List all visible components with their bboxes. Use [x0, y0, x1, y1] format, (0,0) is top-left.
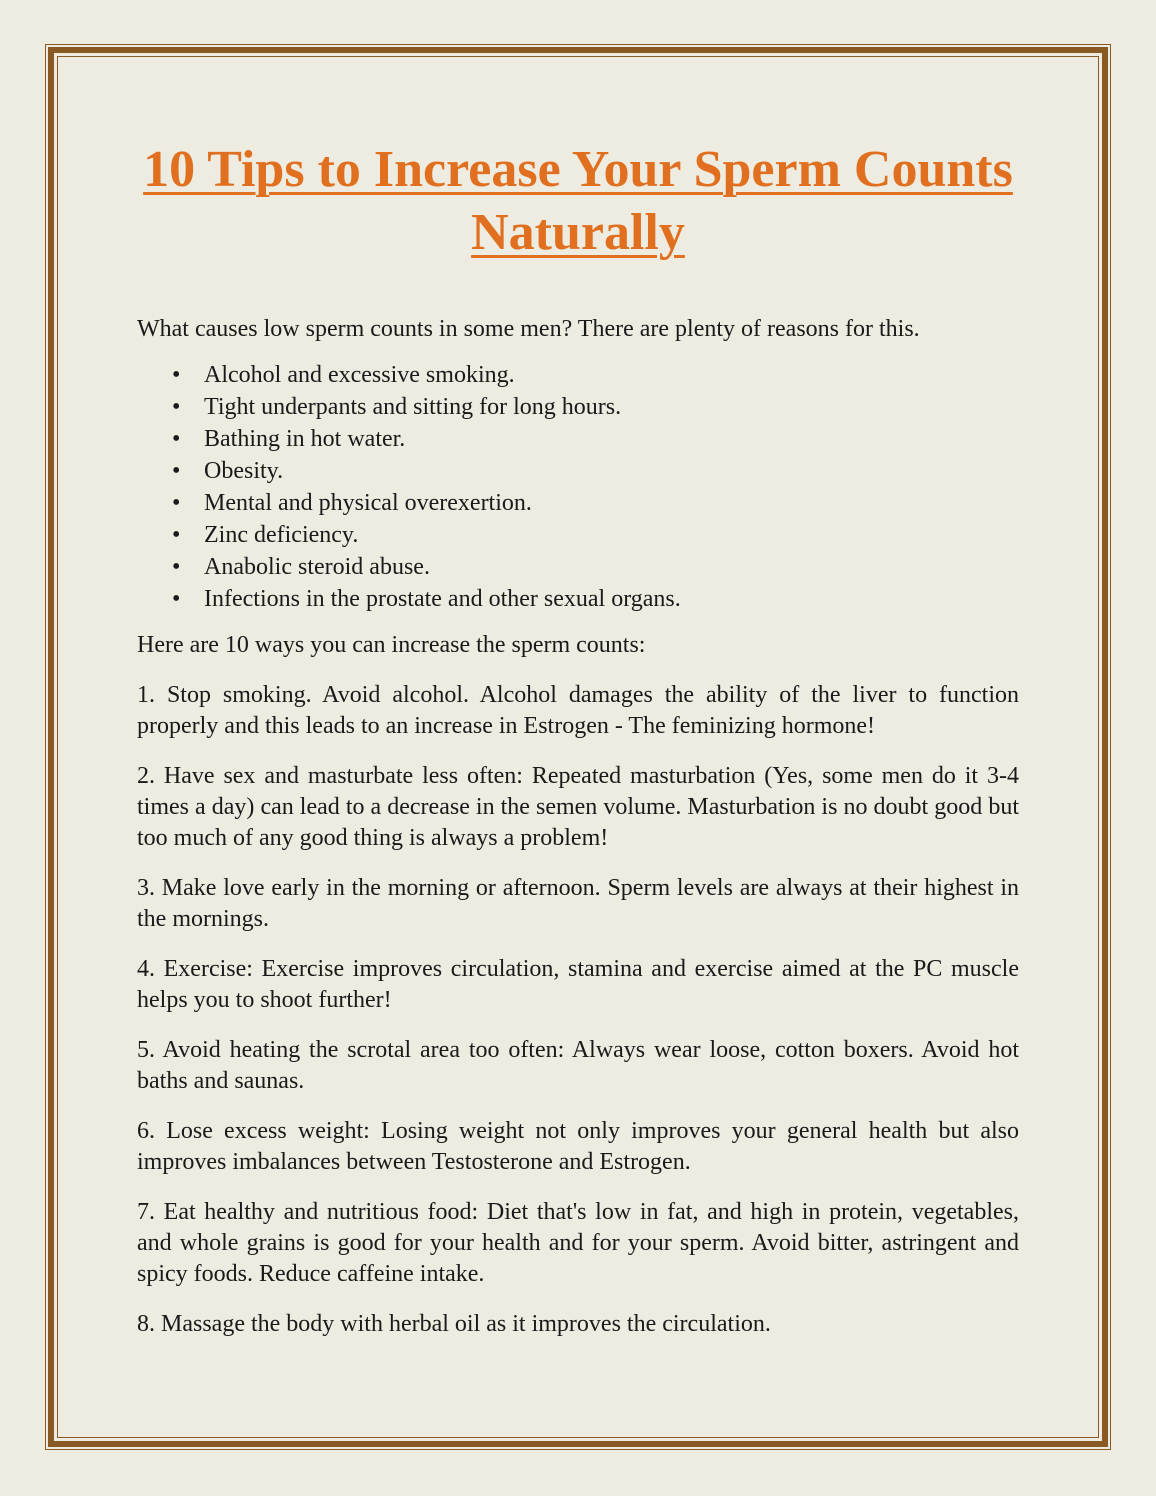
tip-paragraph: 6. Lose excess weight: Losing weight not only improves your general health but also improves imbalances between Testosterone and Estrogen.	[137, 1118, 1019, 1175]
bullet-icon: •	[172, 522, 181, 548]
list-item: • Tight underpants and sitting for long hours.	[137, 391, 1019, 423]
tip-paragraph: 8. Massage the body with herbal oil as it improves the circulation.	[137, 1311, 771, 1337]
list-item: • Infections in the prostate and other sexual organs.	[137, 583, 1019, 615]
list-item: • Zinc deficiency.	[137, 519, 1019, 551]
tip-paragraph: 2. Have sex and masturbate less often: Repeated masturbation (Yes, some men do it 3-4 times a day) can lead to a decrease in the semen volume. Masturbation is no doubt good but too much of any good thing is always a problem!	[137, 763, 1019, 851]
causes-list	[137, 359, 1019, 615]
bullet-icon: •	[172, 586, 181, 612]
list-item: • Alcohol and excessive smoking.	[137, 359, 1019, 391]
tip-paragraph: 1. Stop smoking. Avoid alcohol. Alcohol damages the ability of the liver to function properly and this leads to an increase in Estrogen - The feminizing hormone!	[137, 682, 1019, 739]
tips-lead: Here are 10 ways you can increase the sperm counts:	[137, 632, 646, 658]
list-item: • Bathing in hot water.	[137, 423, 1019, 455]
bullet-icon: •	[172, 394, 181, 420]
list-item: • Mental and physical overexertion.	[137, 487, 1019, 519]
bullet-icon: •	[172, 490, 181, 516]
bullet-icon: •	[172, 362, 181, 388]
list-item: • Anabolic steroid abuse.	[137, 551, 1019, 583]
list-item: • Obesity.	[137, 455, 1019, 487]
intro-paragraph: What causes low sperm counts in some men? There are plenty of reasons for this.	[137, 316, 920, 342]
tip-paragraph: 4. Exercise: Exercise improves circulation, stamina and exercise aimed at the PC muscle helps you to shoot further!	[137, 956, 1019, 1013]
tip-paragraph: 7. Eat healthy and nutritious food: Diet that's low in fat, and high in protein, vegetables, and whole grains is good for your health and for your sperm. Avoid bitter, astringent and spicy foods. Reduce caffeine intake.	[137, 1199, 1019, 1287]
bullet-icon: •	[172, 554, 181, 580]
page-title: 10 Tips to Increase Your Sperm Counts Naturally	[143, 141, 1013, 261]
document-body	[137, 138, 1019, 1340]
tip-paragraph: 5. Avoid heating the scrotal area too often: Always wear loose, cotton boxers. Avoid hot baths and saunas.	[137, 1037, 1019, 1094]
bullet-icon: •	[172, 426, 181, 452]
bullet-icon: •	[172, 458, 181, 484]
tip-paragraph: 3. Make love early in the morning or afternoon. Sperm levels are always at their highest in the mornings.	[137, 875, 1019, 932]
